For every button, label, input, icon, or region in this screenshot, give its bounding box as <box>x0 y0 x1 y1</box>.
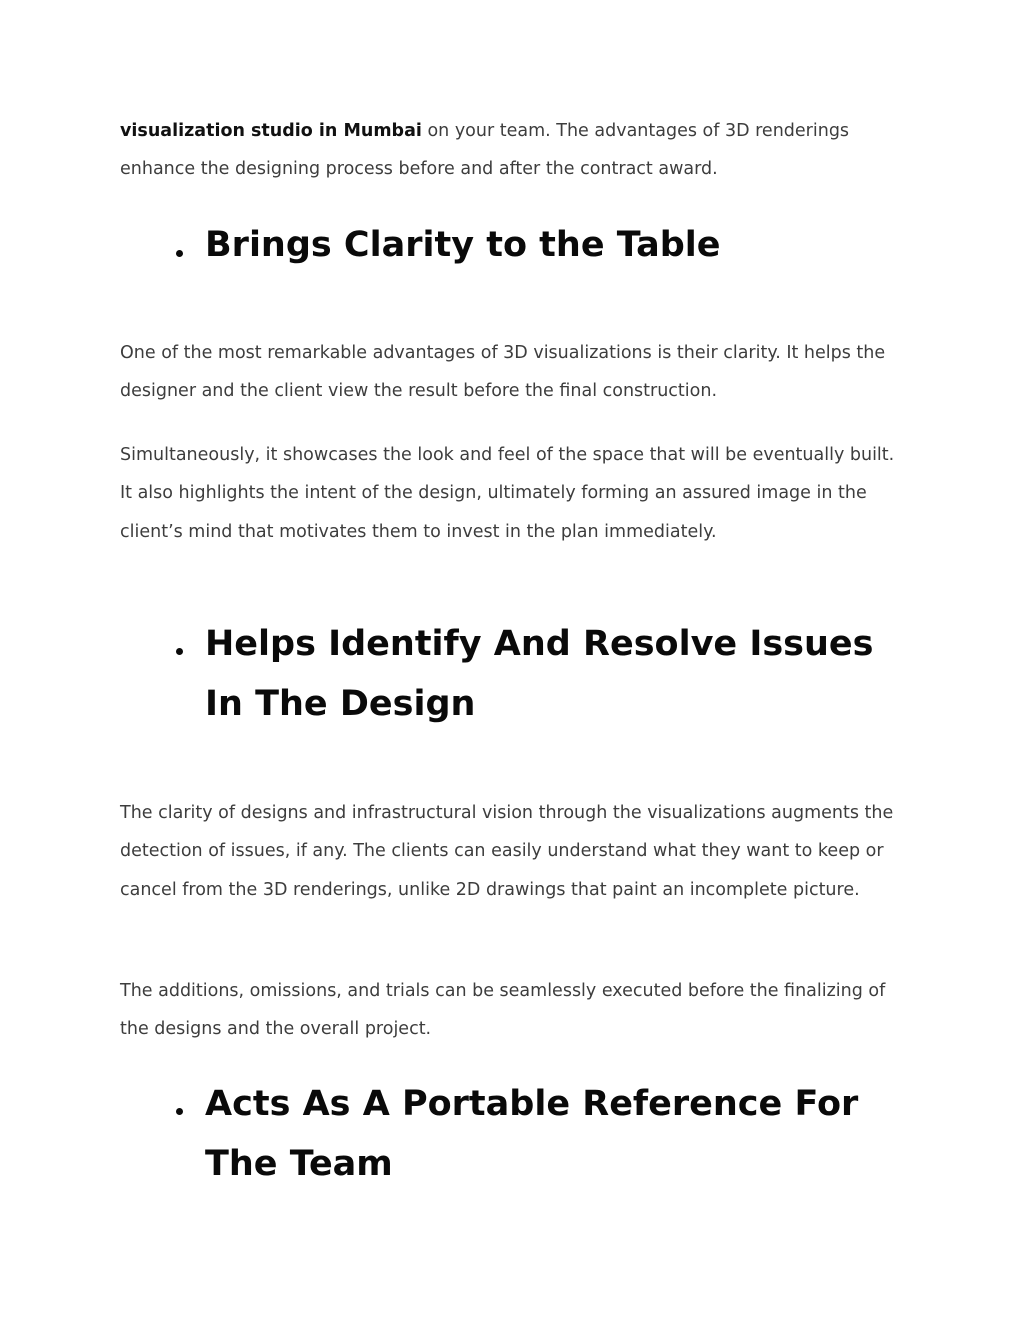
issues-paragraph-2: The additions, omissions, and trials can be seamlessly executed before the finalizing of the designs and the overall project. <box>120 981 886 1040</box>
issues-paragraph-1: The clarity of designs and infrastructural vision through the visualizations augments the detection of issues, if any. The clients can easily understand what they want to keep or cancel from the 3D renderings, unlike 2D drawings that paint an incomplete picture. <box>120 803 894 900</box>
intro-bold-link-text: visualization studio in Mumbai <box>120 121 422 141</box>
intro-text: on your team. The advantages of 3D renderings enhance the designing process before and after the contract award. <box>120 121 850 180</box>
clarity-paragraph-2: Simultaneously, it showcases the look and feel of the space that will be eventually built. It also highlights the intent of the design, ultimately forming an assured image in the client’s mind that motivates them to invest in the plan immediately. <box>120 445 895 542</box>
bullet-icon <box>176 1108 183 1115</box>
intro-paragraph <box>120 112 900 189</box>
section-heading-issues: Helps Identify And Resolve Issues In The Design <box>205 624 874 724</box>
section-heading-reference: Acts As A Portable Reference For The Team <box>205 1084 859 1184</box>
bullet-icon <box>176 250 183 257</box>
section-heading-clarity: Brings Clarity to the Table <box>205 225 721 265</box>
bullet-icon <box>176 648 183 655</box>
clarity-paragraph-1: One of the most remarkable advantages of 3D visualizations is their clarity. It helps the designer and the client view the result before the final construction. <box>120 343 886 402</box>
